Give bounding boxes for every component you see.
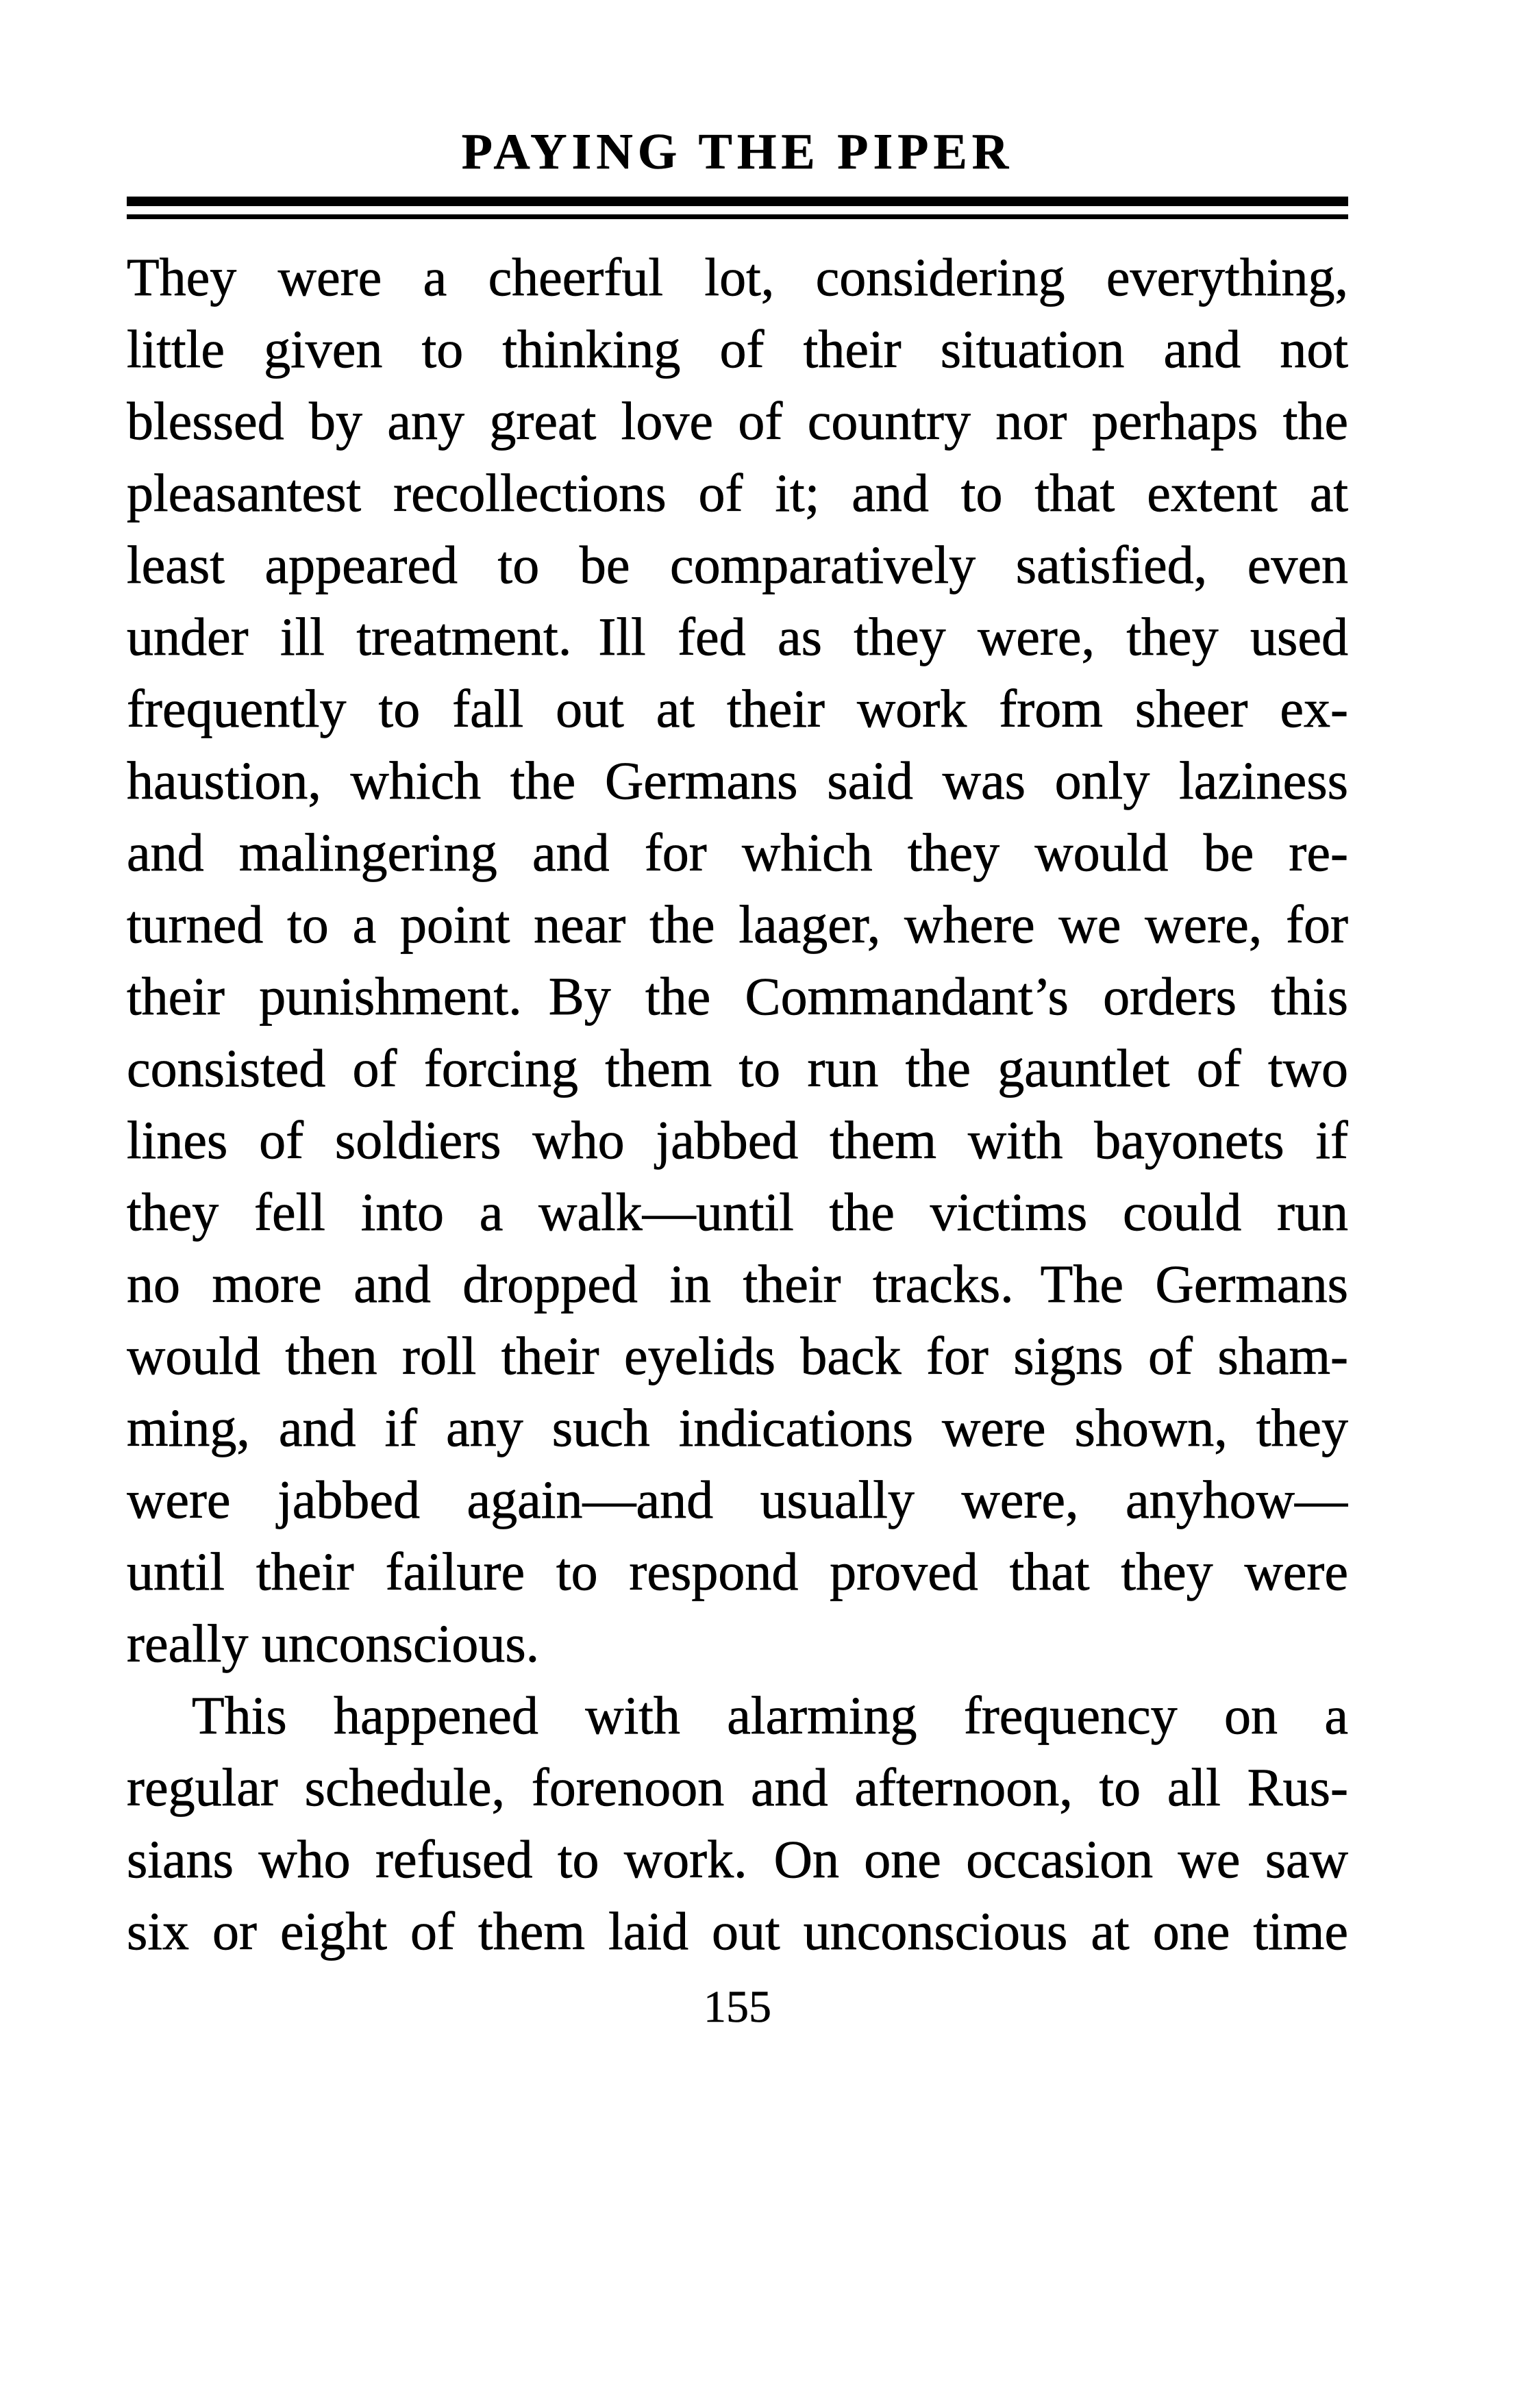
- text-line: under ill treatment. Ill fed as they were, they used: [127, 607, 1348, 666]
- text-line: ming, and if any such indications were shown, they: [127, 1398, 1348, 1457]
- text-line: pleasantest recollections of it; and to that extent at: [127, 463, 1348, 523]
- text-line: their punishment. By the Commandant’s orders this: [127, 966, 1348, 1026]
- text-line: no more and dropped in their tracks. The Germans: [127, 1254, 1348, 1314]
- text-line: turned to a point near the laager, where we were, for: [127, 894, 1348, 954]
- text-line: would then roll their eyelids back for signs of sham-: [127, 1326, 1348, 1385]
- text-line: really unconscious.: [127, 1614, 540, 1673]
- header-rule-thin: [127, 214, 1348, 219]
- page-body: [127, 241, 1348, 1967]
- text-line: blessed by any great love of country nor perhaps the: [127, 391, 1348, 451]
- text-line: were jabbed again—and usually were, anyhow—: [127, 1470, 1348, 1529]
- text-line: lines of soldiers who jabbed them with bayonets if: [127, 1110, 1348, 1170]
- text-line: They were a cheerful lot, considering everything,: [127, 247, 1348, 307]
- text-line: frequently to fall out at their work from sheer ex-: [127, 679, 1348, 738]
- text-line: until their failure to respond proved that they were: [127, 1542, 1348, 1601]
- text-line: they fell into a walk—until the victims could run: [127, 1182, 1348, 1242]
- text-line: little given to thinking of their situation and not: [127, 319, 1348, 379]
- text-line: This happened with alarming frequency on a: [192, 1685, 1348, 1745]
- text-line: haustion, which the Germans said was only laziness: [127, 751, 1348, 810]
- text-block: [127, 124, 1348, 2032]
- text-line: regular schedule, forenoon and afternoon, to all Rus-: [127, 1757, 1348, 1817]
- text-line: consisted of forcing them to run the gauntlet of two: [127, 1038, 1348, 1098]
- text-line: six or eight of them laid out unconscious at one time: [127, 1901, 1348, 1961]
- header-rule-thick: [127, 197, 1348, 206]
- running-head: PAYING THE PIPER: [461, 124, 1014, 180]
- text-line: least appeared to be comparatively satisfied, even: [127, 535, 1348, 594]
- text-line: and malingering and for which they would be re-: [127, 823, 1348, 882]
- text-line: sians who refused to work. On one occasion we saw: [127, 1829, 1348, 1889]
- page-number: 155: [704, 1982, 771, 2032]
